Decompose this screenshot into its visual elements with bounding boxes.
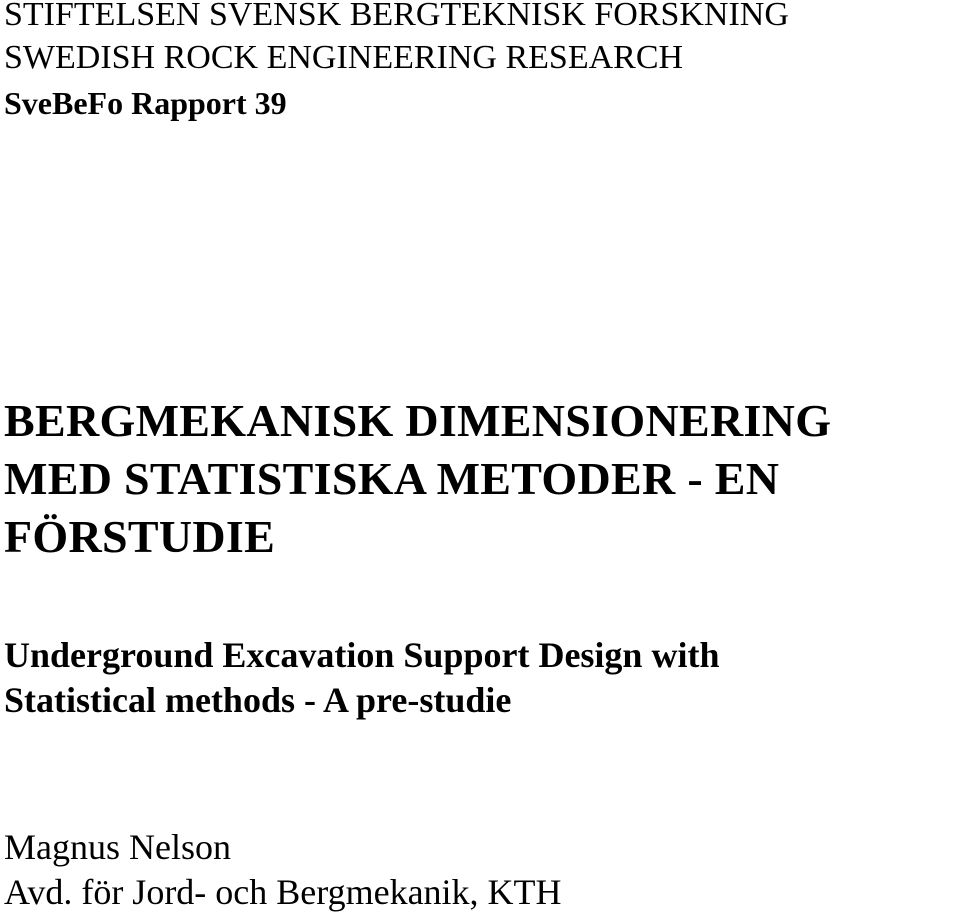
title-english-line-2: Statistical methods - A pre-studie [4, 680, 512, 720]
title-swedish-line-3: FÖRSTUDIE [4, 511, 276, 562]
report-number: SveBeFo Rapport 39 [4, 85, 287, 121]
title-swedish-line-2: MED STATISTISKA METODER - EN [4, 453, 780, 504]
title-english-line-1: Underground Excavation Support Design with [4, 635, 720, 675]
org-name-swedish: STIFTELSEN SVENSK BERGTEKNISK FORSKNING [4, 0, 789, 33]
author-name: Magnus Nelson [4, 827, 231, 867]
org-name-english: SWEDISH ROCK ENGINEERING RESEARCH [4, 39, 684, 76]
title-swedish-line-1: BERGMEKANISK DIMENSIONERING [4, 395, 832, 446]
author-affiliation: Avd. för Jord- och Bergmekanik, KTH [4, 872, 562, 912]
